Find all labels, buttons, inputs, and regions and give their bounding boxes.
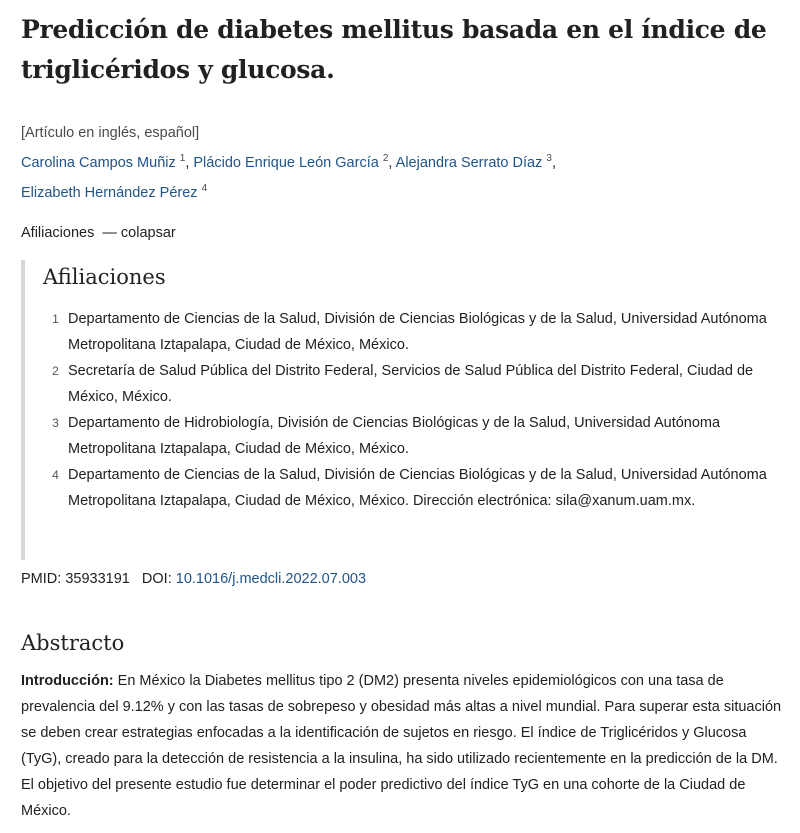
pmid-label: PMID: (21, 570, 62, 587)
language-note: [Artículo en inglés, español] (21, 125, 200, 141)
affiliation-text: Departamento de Hidrobiología, División de Ciencias Biológicas y de la Salud, Universidad Autónoma Metropolitana Iztapalapa, Ciudad de México, México. (68, 414, 721, 457)
doi-link[interactable]: 10.1016/j.medcli.2022.07.003 (175, 570, 367, 587)
affiliation-number: 3 (52, 415, 59, 430)
affiliation-number: 1 (52, 311, 59, 326)
abstract-introduction (21, 668, 790, 824)
affiliation-number: 2 (52, 363, 59, 378)
doi-label: DOI: (141, 570, 172, 587)
intro-text: En México la Diabetes mellitus tipo 2 (DM2) presenta niveles epidemiológicos con una tasa de prevalencia del 9.12% y con las tasas de sobrepeso y obesidad más altas a nivel mundial. Para superar esta situación se deben crear estrategias enfocadas a la identificación de sujetos en riesgo. El índice de Triglicéridos y Glucosa (TyG), creado para la detección de resistencia a la insulina, ha sido utilizado recientemente en la predicción de la DM. El objetivo del presente estudio fue determinar el poder predictivo del índice TyG en una cohorte de la Ciudad de México. (21, 672, 782, 819)
affiliation-ref[interactable]: 2 (382, 153, 389, 164)
affiliations-toggle-label: Afiliaciones (21, 224, 95, 241)
author-link[interactable]: Carolina Campos Muñiz (21, 154, 176, 171)
affiliation-text: Departamento de Ciencias de la Salud, División de Ciencias Biológicas y de la Salud, Universidad Autónoma Metropolitana Iztapalapa, Ciudad de México, México. Dirección electrónica: sila@xanum.uam.mx. (68, 466, 767, 509)
author-link[interactable]: Alejandra Serrato Díaz (395, 154, 543, 171)
identifiers (21, 566, 790, 592)
affiliation-item (43, 358, 790, 410)
collapse-link[interactable]: — colapsar (102, 224, 176, 241)
affiliation-item (43, 462, 790, 514)
affiliation-ref[interactable]: 4 (201, 182, 208, 194)
affiliation-number: 4 (52, 467, 59, 482)
affiliation-text: Departamento de Ciencias de la Salud, División de Ciencias Biológicas y de la Salud, Universidad Autónoma Metropolitana Iztapalapa, Ciudad de México, México. (68, 310, 767, 353)
author-link[interactable]: Plácido Enrique León García (193, 154, 379, 171)
affiliations-heading: Afiliaciones (43, 264, 166, 289)
affiliations-panel (21, 260, 790, 560)
abstract-heading: Abstracto (21, 630, 125, 655)
affiliations-toggle[interactable] (21, 220, 790, 246)
affiliation-item (43, 410, 790, 462)
affiliation-item (43, 306, 790, 358)
intro-label: Introducción: (21, 672, 114, 689)
author-link[interactable]: Elizabeth Hernández Pérez (21, 184, 198, 201)
affiliation-ref[interactable]: 1 (179, 153, 186, 164)
affiliation-text: Secretaría de Salud Pública del Distrito Federal, Servicios de Salud Pública del Distrito Federal, Ciudad de México, México. (68, 362, 754, 405)
affiliations-list (43, 306, 790, 514)
affiliation-ref[interactable]: 3 (546, 153, 552, 164)
pmid-value: 35933191 (65, 570, 130, 587)
author-list: Carolina Campos Muñiz $^1$, Plácido Enrique León García $^2$, Alejandra Serrato Díaz $^3$, Elizabeth Hernández Pérez $^4$ (21, 153, 556, 201)
article-title: Predicción de diabetes mellitus basada en el índice de triglicéridos y glucosa. (21, 15, 767, 84)
